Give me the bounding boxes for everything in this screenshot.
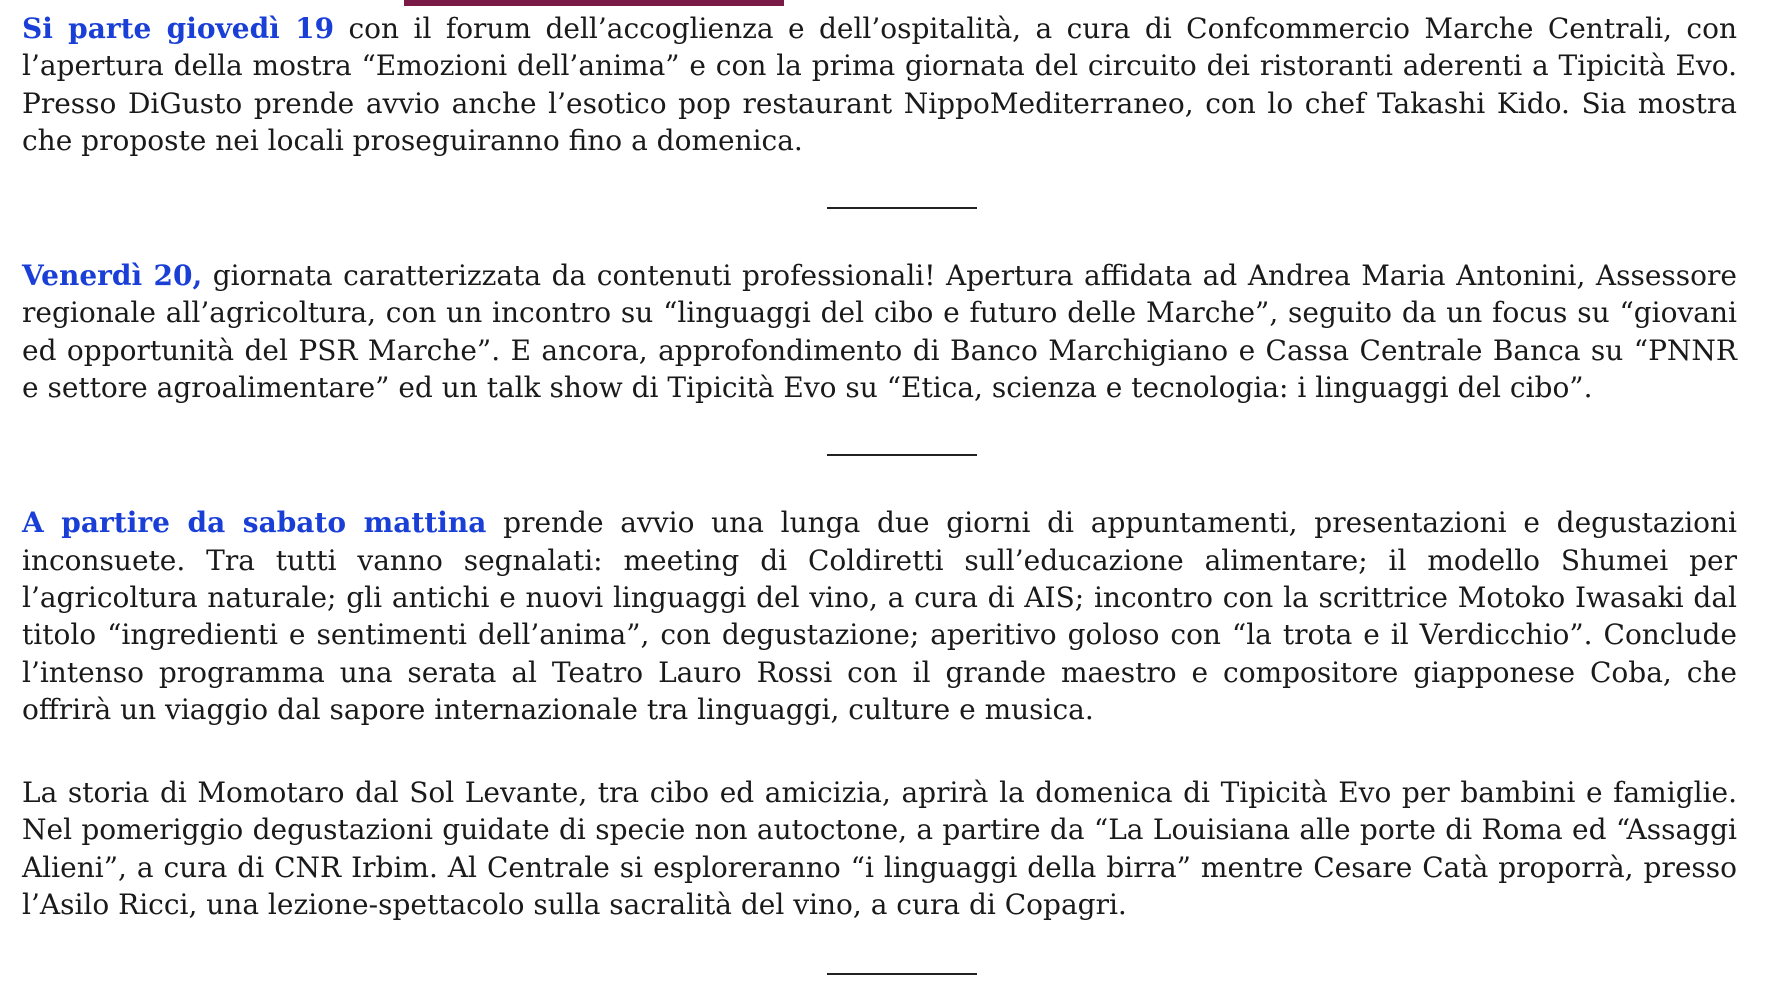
- paragraph-sunday: [22, 774, 1737, 923]
- paragraph-text-friday: giornata caratterizzata da contenuti professionali! Apertura affidata ad Andrea Maria Antonini, Assessore regionale all’agricoltura, con un incontro su “linguaggi del cibo e futuro delle Marche”, seguito da un focus su “giovani ed opportunità del PSR Marche”. E ancora, approfondimento di Banco Marchigiano e Cassa Centrale Banca su “PNNR e settore agroalimentare” ed un talk show di Tipicità Evo su “Etica, scienza e tecnologia: i linguaggi del cibo”.: [22, 259, 1737, 405]
- section-divider: [827, 454, 977, 456]
- paragraph-lead-saturday: A partire da sabato mattina: [22, 506, 487, 540]
- paragraph-lead-thursday: Si parte giovedì 19: [22, 12, 335, 45]
- section-divider: [827, 207, 977, 209]
- top-accent-bar: [404, 0, 784, 6]
- paragraph-thursday: [22, 10, 1737, 159]
- paragraph-text-saturday: prende avvio una lunga due giorni di appuntamenti, presentazioni e degustazioni inconsuete. Tra tutti vanno segnalati: meeting di Coldiretti sull’educazione alimentare; il modello Shumei per l’agricoltura naturale; gli antichi e nuovi linguaggi del vino, a cura di AIS; incontro con la scrittrice Motoko Iwasaki dal titolo “ingredienti e sentimenti dell’anima”, con degustazione; aperitivo goloso con “la trota e il Verdicchio”. Conclude l’intenso programma una serata al Teatro Lauro Rossi con il grande maestro e compositore giapponese Coba, che offrirà un viaggio dal sapore internazionale tra linguaggi, culture e musica.: [22, 506, 1738, 726]
- paragraph-friday: [22, 257, 1737, 406]
- paragraph-lead-friday: Venerdì 20,: [22, 259, 203, 293]
- paragraph-text-sunday: La storia di Momotaro dal Sol Levante, tra cibo ed amicizia, aprirà la domenica di Tipicità Evo per bambini e famiglie. Nel pomeriggio degustazioni guidate di specie non autoctone, a partire da “La Louisiana alle porte di Roma ed “Assaggi Alieni”, a cura di CNR Irbim. Al Centrale si esploreranno “i linguaggi della birra” mentre Cesare Catà proporrà, presso l’Asilo Ricci, una lezione-spettacolo sulla sacralità del vino, a cura di Copagri.: [22, 776, 1737, 922]
- paragraph-saturday: [22, 504, 1737, 728]
- section-divider: [827, 973, 977, 975]
- article-body: [22, 10, 1737, 975]
- paragraph-text-thursday: con il forum dell’accoglienza e dell’ospitalità, a cura di Confcommercio Marche Centrali, con l’apertura della mostra “Emozioni dell’anima” e con la prima giornata del circuito dei ristoranti aderenti a Tipicità Evo. Presso DiGusto prende avvio anche l’esotico pop restaurant NippoMediterraneo, con lo chef Takashi Kido. Sia mostra che proposte nei locali proseguiranno fino a domenica.: [22, 12, 1737, 157]
